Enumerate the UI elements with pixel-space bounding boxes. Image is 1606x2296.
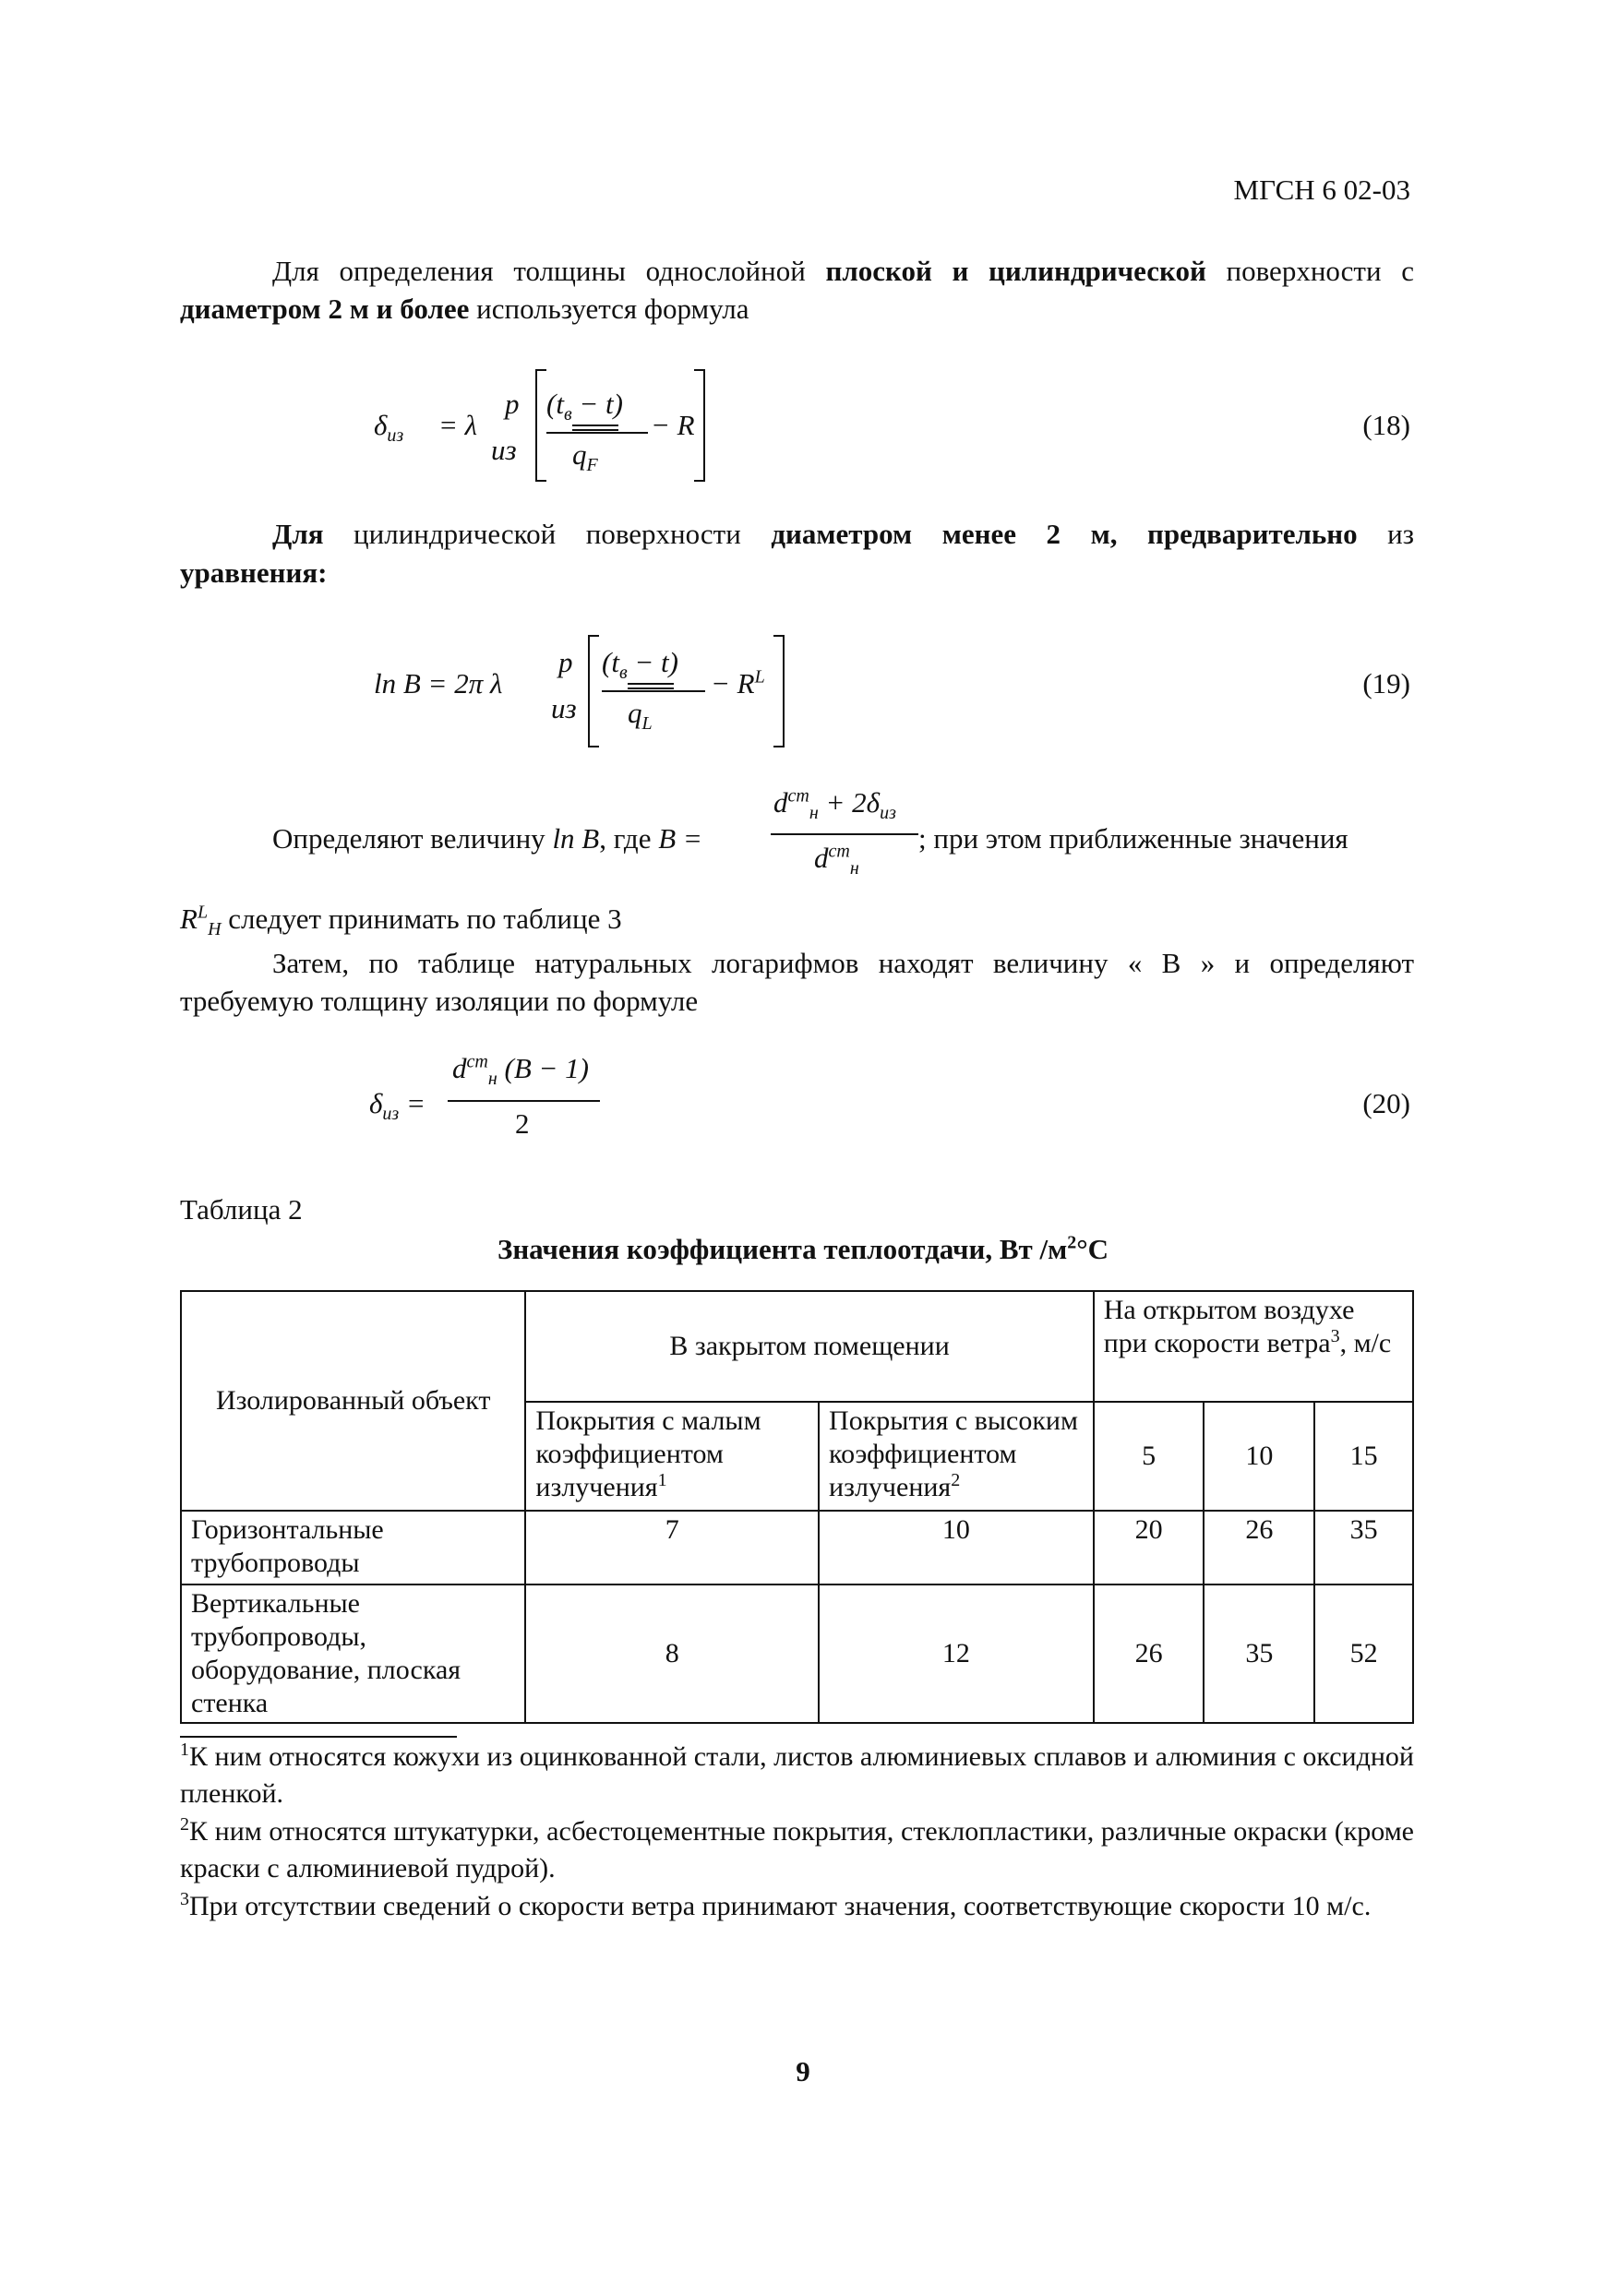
header-outdoor: На открытом воздухе при скорости ветра$^3$, м/с	[1094, 1291, 1413, 1402]
bold-text: диаметром 2 м и более	[180, 293, 470, 325]
header-low-emissivity: Покрытия с малым коэффициентом излучения$^1$	[525, 1402, 819, 1511]
bold-text: плоской и цилиндрической	[825, 255, 1206, 287]
eq19-p: p	[558, 646, 573, 678]
footnote-3: $^3$При отсутствии сведений о скорости ветра принимают значения, соответствующие скорости 10 м/с.	[180, 1889, 1372, 1921]
b-fraction-denominator: $d^{cm}_н$	[814, 841, 859, 879]
cell-v15: 35	[1314, 1511, 1413, 1584]
equation-number: (18)	[1362, 409, 1410, 441]
text: используется формула	[469, 293, 749, 325]
fraction-bar	[602, 690, 705, 692]
eq19-numerator: $(t_в - t)$	[602, 646, 678, 684]
bold-text: диаметром менее 2 м, предварительно	[771, 518, 1358, 550]
eq18-p: p	[505, 388, 520, 420]
fraction-bar	[546, 432, 648, 434]
eq19-denominator: $q_L$	[628, 697, 653, 735]
paragraph-4-line-1: Затем, по таблице натуральных логарифмов находят величину « B » и определяют	[272, 947, 1414, 979]
double-line	[628, 683, 674, 689]
text: поверхности с	[1205, 255, 1414, 287]
cell-v5: 20	[1094, 1511, 1204, 1584]
paragraph-2-line-1	[180, 515, 1414, 553]
header-speed-10: 10	[1204, 1402, 1314, 1511]
paragraph-3-suffix: ; при этом приближенные значения	[918, 822, 1348, 855]
cell-v10: 26	[1204, 1511, 1314, 1584]
right-bracket	[694, 369, 705, 482]
eq19-iz: из	[551, 692, 577, 724]
document-code: МГСН 6 02-03	[1233, 173, 1410, 206]
header-indoor: В закрытом помещении	[525, 1291, 1093, 1402]
eq18-lhs: $\delta_{из}$	[374, 409, 404, 447]
text: Для определения толщины однослойной	[272, 255, 826, 287]
cell-v5: 26	[1094, 1584, 1204, 1723]
eq20-lhs: $\delta_{из}$ =	[369, 1087, 425, 1125]
eq18-iz: из	[491, 434, 517, 466]
cell-object: Горизонтальные трубопроводы	[181, 1511, 525, 1584]
text: цилиндрической поверхности	[323, 518, 772, 550]
header-speed-5: 5	[1094, 1402, 1204, 1511]
heat-transfer-table	[180, 1290, 1414, 1724]
eq19-minus-r: − $R^L$	[711, 666, 765, 700]
header-object: Изолированный объект	[181, 1291, 525, 1511]
cell-object: Вертикальные трубопроводы, оборудование, плоская стенка	[181, 1584, 525, 1723]
eq18-lambda: = λ	[438, 409, 478, 441]
header-high-emissivity: Покрытия с высоким коэффициентом излучения$^2$	[819, 1402, 1094, 1511]
equation-number: (19)	[1362, 667, 1410, 700]
table-label: Таблица 2	[180, 1193, 303, 1226]
paragraph-3-prefix: Определяют величину ln B, где B =	[272, 822, 702, 855]
fraction-bar	[771, 833, 918, 835]
cell-high: 10	[819, 1511, 1094, 1584]
eq20-denominator: 2	[515, 1107, 530, 1140]
text: из	[1357, 518, 1414, 550]
eq20-numerator: $d^{cm}_н$ (B − 1)	[452, 1051, 590, 1090]
eq18-minus-r: − R	[651, 409, 695, 441]
paragraph-1-line-1	[180, 252, 1414, 290]
cell-high: 12	[819, 1584, 1094, 1723]
cell-low: 8	[525, 1584, 819, 1723]
header-speed-15: 15	[1314, 1402, 1413, 1511]
eq19-lhs: ln B = 2π λ	[374, 667, 503, 700]
left-bracket	[535, 369, 546, 482]
paragraph-3-line-2: $R^L_H$ следует принимать по таблице 3	[180, 902, 622, 940]
right-bracket	[773, 635, 785, 747]
paragraph-1-line-2	[180, 290, 1414, 328]
cell-v15: 52	[1314, 1584, 1413, 1723]
equation-number: (20)	[1362, 1087, 1410, 1119]
cell-low: 7	[525, 1511, 819, 1584]
cell-v10: 35	[1204, 1584, 1314, 1723]
table-title: Значения коэффициента теплоотдачи, Вт $/м^2^\circ С$	[497, 1232, 1109, 1265]
table-row	[181, 1511, 1413, 1584]
left-bracket	[588, 635, 599, 747]
eq18-numerator: $(t_в - t)$	[546, 388, 623, 425]
paragraph-4-line-2: требуемую толщину изоляции по формуле	[180, 985, 699, 1017]
footnote-1: $^1$К ним относятся кожухи из оцинкованной стали, листов алюминиевых сплавов и алюминия с оксидной пленкой.	[180, 1740, 1414, 1809]
fraction-bar	[448, 1100, 600, 1102]
eq18-denominator: $q_F$	[572, 438, 598, 476]
paragraph-2-line-2: уравнения:	[180, 556, 328, 589]
footnote-2: $^2$К ним относятся штукатурки, асбестоцементные покрытия, стеклопластики, различные окраски (кроме краски с алюминиевой пудрой).	[180, 1814, 1414, 1883]
b-fraction-numerator: $d^{cm}_н + 2\delta_{из}$	[773, 785, 896, 824]
double-line	[572, 425, 618, 431]
table-row	[181, 1584, 1413, 1723]
bold-text: Для	[272, 518, 324, 550]
footnote-divider	[180, 1736, 457, 1738]
page-number: 9	[796, 2055, 810, 2087]
